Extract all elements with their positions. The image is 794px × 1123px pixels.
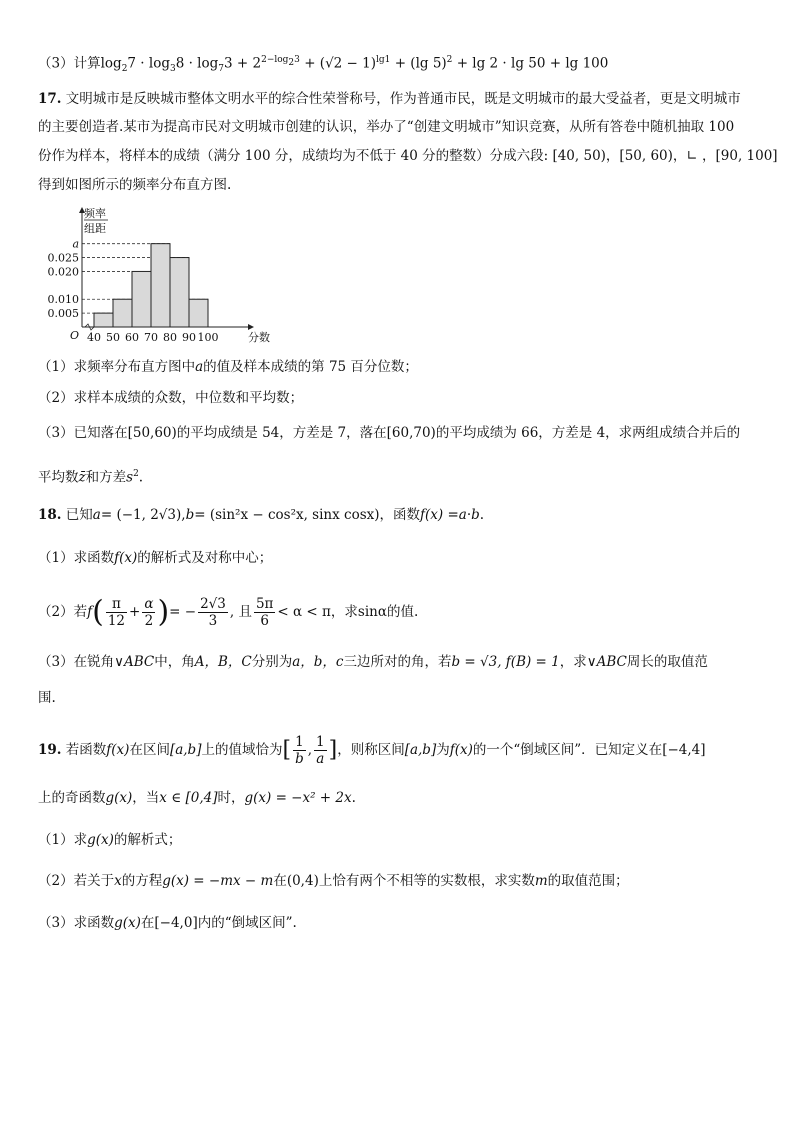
q18-sub1-tail: 的解析式及对称中心； [137,550,273,566]
q18-sub3-c: 分别为 [251,654,293,670]
q17-sub2 [38,388,303,408]
q18-sub3-vars: A，B，C [194,654,252,670]
x-tick-label: 40 [87,331,101,344]
q19-number: 19. [38,742,62,758]
q19-sub2-text: （2）若关于 [38,873,115,889]
frac-num: α [144,596,154,612]
q18-vec-a2: a [458,507,467,523]
histogram-bar [113,299,132,327]
q17-text-4: 得到如图所示的频率分布直方图. [38,177,232,193]
log-base-2: 2 [121,64,128,75]
frac-num: π [106,596,127,613]
x-tick-label: 90 [182,331,196,344]
frac-num: 1 [293,734,306,751]
q19-line-1: 19. 若函数f(x)在区间[a,b]上的值域恰为[ $\frac{1}{b}$ , $\frac{1}{a}$ ]，则称区间[a,b]为f(x)的一个“倒域区间”．已知定义在[−4,4] [38,734,706,767]
x-tick-label: 70 [144,331,158,344]
lg5-term: (lg 5) [410,55,447,72]
y-tick-label: 0.010 [47,293,79,307]
q18-a-text: 已知 [65,507,93,523]
x-axis-arrow [248,324,254,330]
q19-ab: [a,b] [169,742,202,758]
q19-sub1-gx: g(x) [87,832,114,848]
q18-line [38,505,484,525]
q19-ab2: [a,b] [404,742,437,758]
log-text: log [100,55,122,72]
q19-sub2-c: 在 [273,873,287,889]
frac-den: b [295,751,304,767]
q19-sub3 [38,913,297,933]
q19-sub3-text: （3）求函数 [38,915,115,931]
exp-tail: 3 [294,55,300,65]
q17-sub2-text: （2）求样本成绩的众数，中位数和平均数； [38,390,304,406]
q19-l2d: 时， [217,790,245,806]
x-tick-label: 50 [106,331,120,344]
q18-end: . [479,507,485,523]
q18-sub2-eq: = − [169,604,197,620]
q18-sub3-abc: ABC [123,654,155,670]
q19-l2b: ，当 [132,790,160,806]
frac-alpha-2 [142,596,155,629]
q19-t5: 为 [436,742,450,758]
q17-line-3 [38,146,778,166]
frequency-histogram [36,205,276,350]
frac-2root3-3 [198,596,228,629]
q19-sub1-text: （1）求 [38,832,88,848]
q17-sub3-c: 的平均成绩为 66，方差是 4，求两组成绩合并后的 [435,425,741,441]
q17-sub3-zbar: z̄ [78,469,86,486]
q16-part3-prefix: 计算 [73,55,101,72]
q17-sub3-int1: [50,60) [127,425,177,441]
q19-sub1-tail: 的解析式； [113,832,182,848]
q16-part3-label: （3） [38,55,74,72]
q19-line-2 [38,788,356,808]
frac-1-b [293,734,306,767]
q17-line-1 [38,89,741,109]
q17-sub3 [38,423,740,443]
frac-5pi-6 [254,596,275,629]
histogram-bar [189,299,208,327]
q17-line-4 [38,175,231,195]
q18-sub2-plus: + [129,604,141,620]
q18-sub2-text: （2）若 [38,604,88,620]
q19-dom: [−4,4] [662,742,706,758]
root-expr: (√2 − 1) [319,55,377,72]
q19-sub2-eq: g(x) = −mx − m [162,873,274,889]
q18-sub1 [38,548,272,568]
q18-sub2-tail: ，求 [330,604,358,620]
q18-sub3-sides: a，b，c [292,654,344,670]
q17-line-2 [38,117,734,137]
y-axis-label-bottom: 组距 [84,222,106,235]
y-tick-label: a [72,237,79,251]
q17-text-1: 文明城市是反映城市整体文明水平的综合性荣誉称号，作为普通市民，既是文明城市的最大受益者，更是文明城市 [65,91,741,107]
q19-gx: g(x) [105,790,133,806]
q16-part3-line [38,50,608,79]
frac-den: 12 [107,613,125,629]
q17-sub3-d: 平均数 [38,469,79,486]
q18-func: ，函数 [379,507,421,523]
q17-sub3-e: 和方差 [85,469,127,486]
bracket-close: ] [328,737,338,763]
frac-num: 5π [255,596,274,612]
q18-sub3-cont [38,688,56,708]
q17-text-2: 的主要创造者.某市为提高市民对文明城市创建的认识，举办了“创建文明城市”知识竞赛，从所有答卷中随机抽取 100 [38,119,735,135]
lg-tail: + lg 2 · lg 50 + lg 100 [456,55,609,72]
q17-text-3: 份作为样本，将样本的成绩（满分 100 分，成绩均为不低于 40 分的整数）分成六段: [40, 50)，[50, 60)，∟ ，[90, 100] [38,148,778,164]
q18-sub3-f: 周长的取值范 [626,654,708,670]
q19-sub3-c: 内的“倒域区间”. [197,915,297,931]
q17-sub1 [38,357,418,377]
log-term-2: 8 · log [175,55,219,72]
frac-num: 1 [316,734,325,750]
histogram-bar [132,271,151,327]
q19-sub2-d: 上恰有两个不相等的实数根，求实数 [318,873,535,889]
q18-number: 18. [38,507,62,523]
q18-sub2-sin: sinα [357,604,387,620]
q19-t3: 上的值域恰为 [201,742,283,758]
frac-den: 6 [260,613,269,629]
q19-fx: f(x) [106,742,130,758]
frac-pi-12 [106,596,127,629]
frac-num: 2√3 [200,596,226,612]
q18-sub3-g: 围. [38,690,56,706]
q17-sub3-a: （3）已知落在 [38,425,128,441]
q19-sub2-int: (0,4) [286,873,319,889]
q18-fx: f(x) = [420,507,459,523]
q18-sub1-fx: f(x) [114,550,138,566]
q19-sub2-b: 的方程 [121,873,163,889]
y-tick-label: 0.020 [47,265,79,279]
q17-sub3-int2: [60,70) [386,425,436,441]
q18-sub2-ineq: < α < π [277,604,331,620]
q18-sub3-b: 中，角 [154,654,195,670]
q18-vec-b2: b [471,507,480,523]
q18-sub2-f: f [87,604,93,620]
q19-l2a: 上的奇函数 [38,790,106,806]
q18-eq1: = (−1, 2√3), [100,507,186,523]
q18-sub2-and: , 且 [229,604,252,620]
log-term-3: 3 + 2 [224,55,262,72]
frac-den: a [316,751,325,767]
q17-sub3-s: s [126,469,134,486]
y-tick-label: 0.025 [47,251,79,265]
q19-l2c: x ∈ [0,4] [159,790,218,806]
q17-sub1-var: a [195,359,204,375]
plus-2: + [394,55,406,72]
q19-sub3-int: [−4,0] [154,915,198,931]
lg5-exp: 2 [446,55,453,65]
q18-vec-a: a [92,507,101,523]
frac-1-a [314,734,327,767]
q18-sub3-abc2: ABC [596,654,627,670]
q19-t6: 的一个“倒域区间”．已知定义在 [472,742,663,758]
q17-sub1-tail: 的值及样本成绩的第 75 百分位数； [203,359,418,375]
log-base-3: 3 [169,64,176,75]
log-base-7: 7 [218,64,225,75]
x-tick-label: 60 [125,331,139,344]
y-tick-label: 0.005 [47,307,79,321]
q18-sub1-text: （1）求函数 [38,550,115,566]
q19-sub2-x: x [114,873,122,889]
q18-sub3-cond: b = √3, f(B) = 1 [451,654,560,670]
plus-1: + [304,55,316,72]
q19-sub1 [38,830,181,850]
q19-t2: 在区间 [129,742,170,758]
histogram-bar [170,258,189,327]
x-axis-label: 分数 [248,331,270,344]
q19-l2e: g(x) = −x² + 2x [244,790,352,806]
exp-text: 2−log [261,55,289,65]
q18-sub2 [38,596,418,629]
frac-den: 3 [208,613,218,629]
q18-sub3 [38,652,708,672]
q17-sub1-text: （1）求频率分布直方图中 [38,359,196,375]
q18-vec-b: b [185,507,195,523]
q17-sub3-end: . [138,469,144,486]
q19-sub3-b: 在 [140,915,155,931]
log-term-1: 7 · log [127,55,170,72]
q19-sub2-m: m [534,873,548,889]
q17-sub3-cont [38,464,143,488]
bracket-open: [ [282,737,292,763]
paren-open: ( [92,594,104,630]
q19-l2f: . [351,790,356,806]
histogram-bar [151,244,170,327]
exp-sub: 2 [288,57,295,68]
q19-fx2: f(x) [449,742,473,758]
q17-sub3-s-exp: 2 [133,469,139,479]
q19-t4: ，则称区间 [337,742,405,758]
root-exp: lg1 [376,55,391,65]
x-tick-label: 80 [163,331,177,344]
q19-t1: 若函数 [65,742,107,758]
q18-eq2: = (sin²x − cos²x, sinx cosx) [194,507,380,523]
origin-label: O [70,329,80,342]
q18-sub3-e: ，求∨ [559,654,597,670]
q18-dot: · [466,507,472,523]
q17-number: 17. [38,91,62,107]
q18-sub3-d: 三边所对的角，若 [343,654,452,670]
y-axis-label-top: 频率 [84,207,106,220]
histogram-bar [94,313,113,327]
paren-close: ) [157,594,170,630]
q19-sub2-e: 的取值范围； [547,873,629,889]
q17-sub3-b: 的平均成绩是 54，方差是 7，落在 [176,425,387,441]
q18-sub2-end: 的值. [386,604,419,620]
x-tick-label: 100 [197,331,219,344]
q19-sub3-gx: g(x) [114,915,141,931]
q18-sub3-a: （3）在锐角∨ [38,654,124,670]
frac-den: 2 [144,613,154,629]
q19-sub2 [38,871,629,891]
